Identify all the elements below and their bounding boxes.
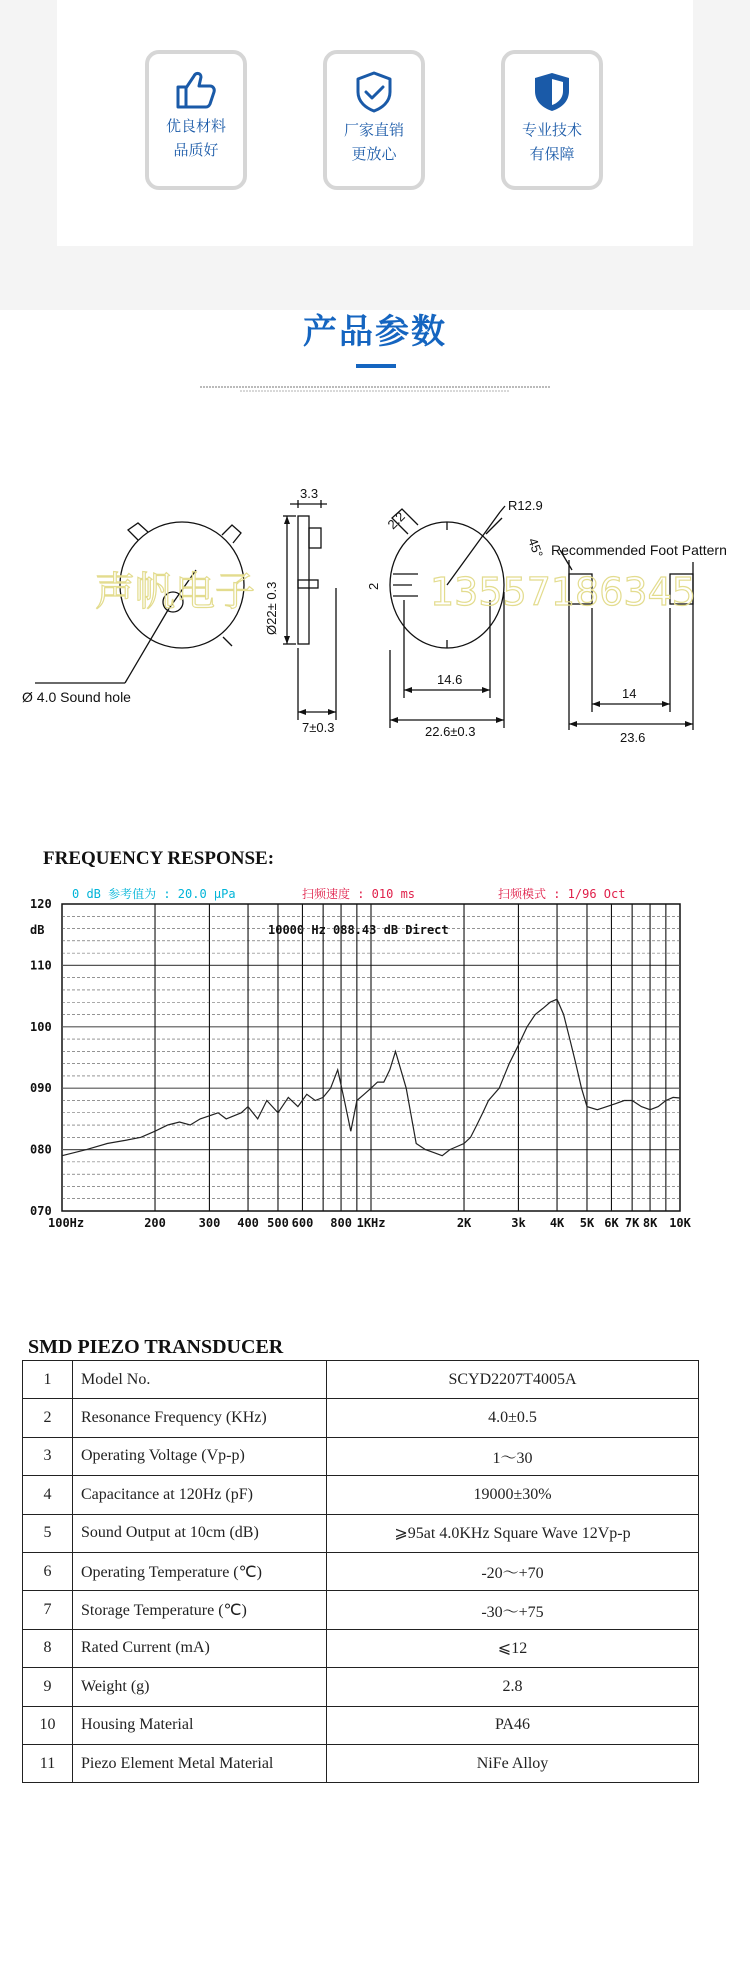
table-row	[23, 1399, 699, 1437]
dim-7: 7±0.3	[302, 720, 335, 735]
row-value: ⩾95at 4.0KHz Square Wave 12Vp-p	[327, 1514, 699, 1552]
chart-header-speed: 扫频速度 : 010 ms	[302, 887, 416, 901]
row-value: NiFe Alloy	[327, 1744, 699, 1782]
row-number: 2	[23, 1399, 73, 1437]
row-number: 11	[23, 1744, 73, 1782]
chart-header-ref: 0 dB 参考值为 : 20.0 μPa	[72, 887, 236, 901]
x-tick-label: 3k	[511, 1216, 526, 1230]
row-value: SCYD2207T4005A	[327, 1361, 699, 1399]
row-parameter: Storage Temperature (℃)	[73, 1591, 327, 1629]
row-number: 8	[23, 1629, 73, 1667]
feature-quality	[145, 50, 247, 190]
frequency-title: FREQUENCY RESPONSE:	[43, 848, 275, 869]
thumbs-up-icon	[174, 70, 218, 110]
dim-23-6: 23.6	[620, 730, 646, 745]
feature-card	[57, 0, 693, 246]
table-row	[23, 1361, 699, 1399]
y-tick-label: 080	[30, 1142, 52, 1157]
sound-hole-label: Ø 4.0 Sound hole	[22, 689, 131, 705]
feature-direct-sale-line2: 更放心	[351, 145, 397, 163]
x-tick-label: 6K	[604, 1216, 619, 1230]
y-tick-label: 070	[30, 1204, 52, 1218]
row-parameter: Capacitance at 120Hz (pF)	[73, 1476, 327, 1514]
cursor-readout: 10000 Hz 088.43 dB Direct	[268, 923, 449, 937]
table-row	[23, 1476, 699, 1514]
y-tick-label: 100	[30, 1019, 52, 1034]
feature-direct-sale-line1: 厂家直销	[343, 121, 404, 139]
y-tick-label: 110	[30, 958, 52, 973]
feature-technology-line2: 有保障	[529, 145, 575, 163]
dim-2: 2	[366, 582, 381, 590]
x-tick-label: 500	[267, 1216, 289, 1230]
table-row	[23, 1552, 699, 1590]
row-number: 1	[23, 1361, 73, 1399]
table-row	[23, 1706, 699, 1744]
foot-pattern-label: Recommended Foot Pattern	[551, 542, 727, 558]
feature-technology	[501, 50, 603, 190]
table-row	[23, 1514, 699, 1552]
chart-header-mode: 扫频模式 : 1/96 Oct	[498, 887, 626, 901]
row-value: PA46	[327, 1706, 699, 1744]
row-parameter: Weight (g)	[73, 1668, 327, 1706]
shield-check-icon	[352, 70, 396, 114]
x-tick-label: 800	[330, 1216, 352, 1230]
feature-quality-line2: 品质好	[173, 141, 219, 159]
mechanical-drawing	[0, 470, 750, 760]
dim-22-6: 22.6±0.3	[425, 724, 476, 739]
row-number: 7	[23, 1591, 73, 1629]
x-tick-label: 400	[237, 1216, 259, 1230]
y-tick-label: 120	[30, 897, 52, 911]
row-number: 10	[23, 1706, 73, 1744]
y-tick-label: 090	[30, 1081, 52, 1096]
dim-45: 45°	[525, 535, 547, 560]
spec-table	[22, 1360, 699, 1783]
table-row	[23, 1668, 699, 1706]
dim-2-2: 2.2	[384, 508, 408, 533]
row-value: 2.8	[327, 1668, 699, 1706]
section-title: 产品参数	[303, 312, 447, 352]
x-tick-label: 2K	[456, 1216, 472, 1230]
x-tick-label: 1KHz	[356, 1216, 386, 1230]
table-row	[23, 1437, 699, 1475]
feature-technology-line1: 专业技术	[521, 121, 582, 139]
row-parameter: Operating Voltage (Vp-p)	[73, 1437, 327, 1475]
row-parameter: Piezo Element Metal Material	[73, 1744, 327, 1782]
x-tick-label: 4K	[549, 1216, 565, 1230]
x-tick-label: 200	[144, 1216, 166, 1230]
row-value: -30～+75	[327, 1591, 699, 1629]
row-parameter: Operating Temperature (℃)	[73, 1552, 327, 1590]
row-value: 4.0±0.5	[327, 1399, 699, 1437]
row-value: 19000±30%	[327, 1476, 699, 1514]
row-parameter: Rated Current (mA)	[73, 1629, 327, 1667]
x-tick-label: 5K	[579, 1216, 595, 1230]
dim-22: Ø22± 0.3	[264, 581, 279, 635]
table-row	[23, 1591, 699, 1629]
x-tick-label: 100Hz	[48, 1216, 85, 1230]
x-tick-label: 300	[198, 1216, 221, 1230]
row-number: 6	[23, 1552, 73, 1590]
shield-icon	[530, 70, 574, 114]
feature-direct-sale	[323, 50, 425, 190]
spec-table-title: SMD PIEZO TRANSDUCER	[28, 1336, 284, 1358]
watermark-right: 13557186345	[430, 570, 696, 614]
row-number: 4	[23, 1476, 73, 1514]
row-parameter: Housing Material	[73, 1706, 327, 1744]
dim-14-6: 14.6	[437, 672, 463, 687]
row-parameter: Sound Output at 10cm (dB)	[73, 1514, 327, 1552]
dim-3-3: 3.3	[300, 486, 319, 501]
row-value: -20～+70	[327, 1552, 699, 1590]
dim-14: 14	[622, 686, 637, 701]
row-value: 1～30	[327, 1437, 699, 1475]
row-number: 3	[23, 1437, 73, 1475]
row-number: 5	[23, 1514, 73, 1552]
row-number: 9	[23, 1668, 73, 1706]
row-value: ⩽12	[327, 1629, 699, 1667]
feature-quality-line1: 优良材料	[165, 117, 226, 135]
row-parameter: Resonance Frequency (KHz)	[73, 1399, 327, 1437]
x-tick-label: 10K	[669, 1216, 691, 1230]
x-tick-label: 7K	[624, 1216, 640, 1230]
decorative-text-line	[200, 384, 550, 392]
table-row	[23, 1629, 699, 1667]
watermark-left: 声帆电子	[95, 569, 255, 615]
y-unit-label: dB	[30, 923, 45, 937]
x-tick-label: 600	[291, 1216, 314, 1230]
table-row	[23, 1744, 699, 1782]
row-parameter: Model No.	[73, 1361, 327, 1399]
frequency-chart	[0, 876, 750, 1276]
x-tick-label: 8K	[642, 1216, 658, 1230]
dim-r12-9: R12.9	[508, 498, 543, 513]
title-underline	[356, 364, 396, 368]
